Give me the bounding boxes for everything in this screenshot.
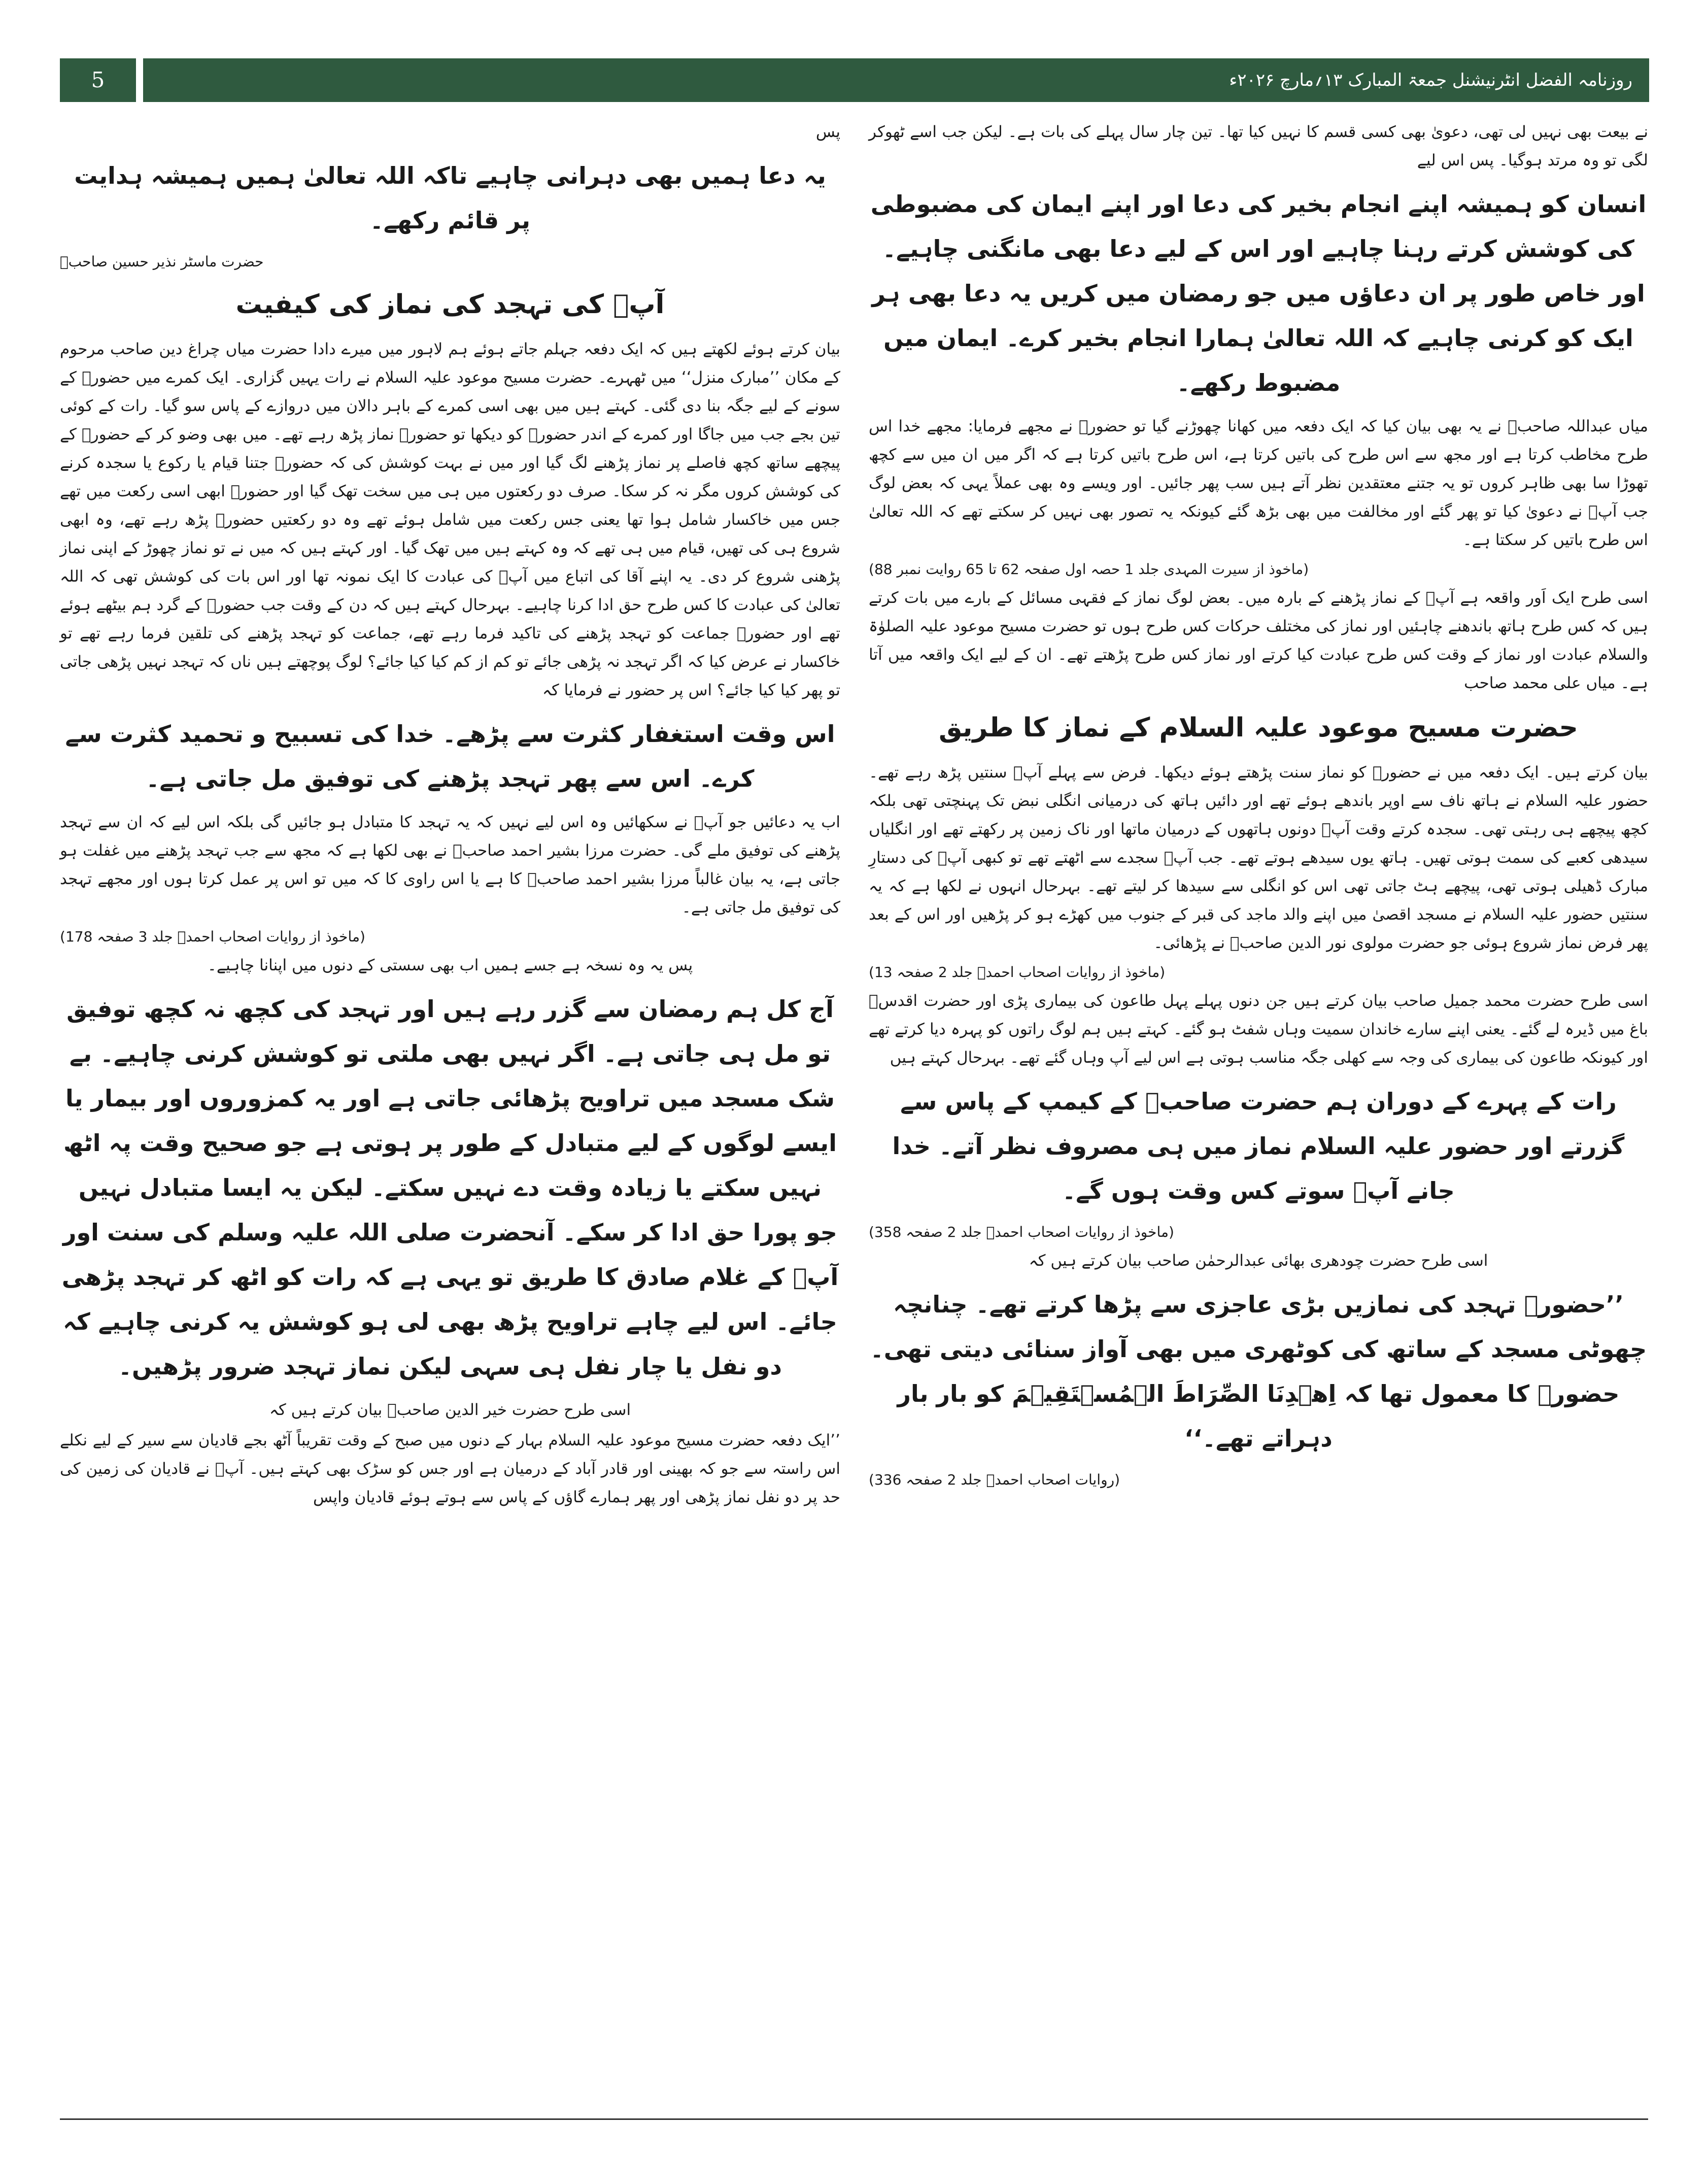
left-column: [60, 118, 840, 2110]
narrator-name: حضرت ماسٹر نذیر حسین صاحبؓ: [60, 253, 264, 270]
paragraph: اسی طرح ایک اَور واقعہ ہے آپؑ کے نماز پڑھنے کے بارہ میں۔ بعض لوگ نماز کے فقہی مسائل کے بارے میں بات کرتے ہیں کہ کس طرح ہاتھ باندھنے چاہئیں اور نماز کی مختلف حرکات کس طرح ہوں تو حضرت مسیح موعود علیہ الصلوٰۃ والسلام عبادت اور نماز کے وقت کس طرح عبادت کیا کرتے اور نماز کس طرح پڑھتے تھے۔ ان کے لیے ایک واقعہ میں آتا ہے۔ میاں علی محمد صاحب: [869, 589, 1648, 692]
paragraph: اب یہ دعائیں جو آپؑ نے سکھائیں وہ اس لیے نہیں کہ یہ تہجد کا متبادل ہو جائیں گی بلکہ اس لیے کہ ان سے تہجد پڑھنے کی توفیق ملے گی۔ حضرت مرزا بشیر احمد صاحبؓ نے بھی لکھا ہے کہ مجھ سے جب تہجد پڑھنے میں غفلت ہو جاتی ہے، یہ بیان غالباً مرزا بشیر احمد صاحبؓ کا ہے یا اس راوی کا کہ میں تو اس پر عمل کرتا ہوں اور مجھے تہجد کی توفیق مل جاتی ہے۔: [60, 813, 840, 917]
reference: (ماخوذ از روایات اصحاب احمدؑ جلد 3 صفحہ 178): [60, 928, 365, 945]
reference: (ماخوذ از روایات اصحاب احمدؑ جلد 2 صفحہ 358): [869, 1224, 1174, 1240]
page-number: 5: [91, 68, 105, 92]
paragraph: اسی طرح حضرت محمد جمیل صاحب بیان کرتے ہیں جن دنوں پہلے پہل طاعون کی بیماری پڑی اور حضرت اقدسؑ باغ میں ڈیرہ لے گئے۔ یعنی اپنے سارے خاندان سمیت وہاں شفٹ ہو گئے۔ کہتے ہیں ہم لوگ راتوں کو پہرہ دیا کرتے تھے اور کیونکہ طاعون کی بیماری کی وجہ سے کھلی جگہ مناسب ہوتی ہے اس لیے آپ وہاں گئے تھے۔ بہرحال کہتے ہیں: [869, 992, 1648, 1067]
section-heading: آپؑ کی تہجد کی نماز کی کیفیت: [235, 289, 665, 320]
paragraph: اسی طرح حضرت چودھری بھائی عبدالرحمٰن صاحب بیان کرتے ہیں کہ: [1029, 1252, 1488, 1270]
paragraph: نے بیعت بھی نہیں لی تھی، دعویٰ بھی کسی قسم کا نہیں کیا تھا۔ تین چار سال پہلے کی بات ہے۔ لیکن جب اسے ٹھوکر لگی تو وہ مرتد ہوگیا۔ پس اس لیے: [869, 123, 1648, 170]
bottom-rule: [60, 2118, 1648, 2120]
highlighted-quote: یہ دعا ہمیں بھی دہرانی چاہیے تاکہ اللہ تعالیٰ ہمیں ہمیشہ ہدایت پر قائم رکھے۔: [74, 162, 826, 234]
publication-title: روزنامہ الفضل انٹرنیشنل جمعۃ المبارک ۱۳؍مارچ ۲۰۲۶ء: [1229, 70, 1632, 90]
highlighted-quote: آج کل ہم رمضان سے گزر رہے ہیں اور تہجد کی کچھ نہ کچھ توفیق تو مل ہی جاتی ہے۔ اگر نہیں بھی ملتی تو کوشش کرنی چاہیے۔ بے شک مسجد میں تراویح پڑھائی جاتی ہے اور یہ کمزوروں اور بیمار یا ایسے لوگوں کے لیے متبادل کے طور پر ہوتی ہے جو صحیح وقت پہ اٹھ نہیں سکتے یا زیادہ وقت دے نہیں سکتے۔ لیکن یہ ایسا متبادل نہیں جو پورا حق ادا کر سکے۔ آنحضرت صلی اللہ علیہ وسلم کی سنت اور آپؑ کے غلام صادق کا طریق تو یہی ہے کہ رات کو اٹھ کر تہجد پڑھی جائے۔ اس لیے چاہے تراویح پڑھ بھی لی ہو کوشش یہ کرنی چاہیے کہ دو نفل یا چار نفل ہی سہی لیکن نماز تہجد ضرور پڑھیں۔: [61, 995, 839, 1380]
paragraph: اسی طرح حضرت خیر الدین صاحبؓ بیان کرتے ہیں کہ: [269, 1401, 631, 1419]
highlighted-quote: ’’حضورؑ تہجد کی نمازیں بڑی عاجزی سے پڑھا کرتے تھے۔ چنانچہ چھوٹی مسجد کے ساتھ کی کوٹھری میں بھی آواز سنائی دیتی تھی۔ حضورؑ کا معمول تھا کہ اِهۡدِنَا الصِّرَاطَ الۡمُسۡتَقِيۡمَ کو بار بار دہراتے تھے۔‘‘: [870, 1291, 1647, 1452]
paragraph: میاں عبداللہ صاحبؓ نے یہ بھی بیان کیا کہ ایک دفعہ میں کھانا چھوڑنے گیا تو حضورؑ نے مجھے فرمایا: مجھے خدا اس طرح مخاطب کرتا ہے اور مجھ سے اس طرح کی باتیں کرتا ہے، اس طرح باتیں کرتا ہے کہ اگر میں ان میں سے کچھ تھوڑا سا بھی ظاہر کروں تو یہ جتنے معتقدین نظر آتے ہیں سب پھر جائیں۔ اور ویسے وہ بھی عملاً یہی کہ بعض لوگ جب آپؑ نے دعویٰ کیا تو پھر گئے اور مخالفت میں بھی بڑھ گئے کیونکہ یہ تصور بھی نہیں کر سکتے تھے کہ اللہ تعالیٰ اس طرح باتیں کر سکتا ہے۔: [869, 417, 1648, 549]
reference: (ماخوذ از سیرت المہدی جلد 1 حصہ اول صفحہ 62 تا 65 روایت نمبر 88): [869, 561, 1309, 578]
reference: (ماخوذ از روایات اصحاب احمدؑ جلد 2 صفحہ 13): [869, 964, 1166, 981]
highlighted-quote: اس وقت استغفار کثرت سے پڑھے۔ خدا کی تسبیح و تحمید کثرت سے کرے۔ اس سے پھر تہجد پڑھنے کی توفیق مل جاتی ہے۔: [65, 720, 835, 792]
paragraph: ’’ایک دفعہ حضرت مسیح موعود علیہ السلام بہار کے دنوں میں صبح کے وقت تقریباً آٹھ بجے قادیان سے سیر کے لیے نکلے اس راستہ سے جو کہ بھینی اور قادر آباد کے درمیان ہے اور جس کو سڑک بھی کہتے ہیں۔ آپؑ نے قادیان کی زمین کی حد پر دو نفل نماز پڑھی اور پھر ہمارے گاؤں کے پاس سے ہوتے ہوئے قادیان واپس: [60, 1431, 840, 1506]
paragraph: بیان کرتے ہیں۔ ایک دفعہ میں نے حضورؑ کو نماز سنت پڑھتے ہوئے دیکھا۔ فرض سے پہلے آپؑ سنتیں پڑھ رہے تھے۔ حضور علیہ السلام نے ہاتھ ناف سے اوپر باندھے ہوئے تھے اور دائیں ہاتھ کی درمیانی انگلی نبض تک پہنچتی تھی بلکہ کچھ پیچھے ہی رہتی تھی۔ سجدہ کرتے وقت آپؑ دونوں ہاتھوں کے درمیان ماتھا اور ناک زمین پر رکھتے تھے اور انگلیاں سیدھی کعبے کی سمت ہوتی تھیں۔ ہاتھ یوں سیدھے ہوتے تھے۔ جب آپؑ سجدے سے اٹھتے تھے تو کبھی آپؑ کی دستارِ مبارک ڈھیلی ہوتی تھی، پیچھے ہٹ جاتی تھی اس کو انگلی سے سیدھا کر لیتے تھے۔ بہرحال انہوں نے لکھا ہے کہ یہ سنتیں حضور علیہ السلام نے مسجد اقصیٰ میں اپنے والد ماجد کی قبر کے جنوب میں کھڑے ہو کر پڑھیں اور اس کے بعد پھر فرض نماز شروع ہوئی جو حضرت مولوی نور الدین صاحبؓ نے پڑھائی۔: [869, 763, 1648, 952]
section-heading: حضرت مسیح موعود علیہ السلام کے نماز کا طریق: [939, 713, 1578, 743]
highlighted-quote: انسان کو ہمیشہ اپنے انجام بخیر کی دعا اور اپنے ایمان کی مضبوطی کی کوشش کرتے رہنا چاہیے اور اس کے لیے دعا بھی مانگنی چاہیے۔ اور خاص طور پر ان دعاؤں میں جو رمضان میں کریں یہ دعا بھی ہر ایک کو کرنی چاہیے کہ اللہ تعالیٰ ہمارا انجام بخیر کرے۔ ایمان میں مضبوط رکھے۔: [870, 190, 1647, 396]
highlighted-quote: رات کے پہرے کے دوران ہم حضرت صاحبؑ کے کیمپ کے پاس سے گزرتے اور حضور علیہ السلام نماز میں ہی مصروف نظر آتے۔ خدا جانے آپؑ سوتے کس وقت ہوں گے۔: [892, 1088, 1625, 1204]
reference: (روایات اصحاب احمدؑ جلد 2 صفحہ 336): [869, 1471, 1120, 1488]
right-column: [869, 118, 1648, 2110]
paragraph: بیان کرتے ہوئے لکھتے ہیں کہ ایک دفعہ جہلم جاتے ہوئے ہم لاہور میں میرے دادا حضرت میاں چراغ دین صاحب مرحوم کے مکان ’’مبارک منزل‘‘ میں ٹھہرے۔ حضرت مسیح موعود علیہ السلام نے رات یہیں گزاری۔ ایک کمرے میں حضورؑ کے سونے کے لیے جگہ بنا دی گئی۔ کہتے ہیں میں بھی اسی کمرے کے باہر دالان میں دروازے کے پاس سو گیا۔ رات کے کوئی تین بجے جب میں جاگا اور کمرے کے اندر حضورؑ کو دیکھا تو حضورؑ نماز پڑھ رہے تھے۔ میں بھی وضو کر کے حضورؑ کے پیچھے ساتھ کچھ فاصلے پر نماز پڑھنے لگ گیا اور میں نے بہت کوشش کی کہ حضورؑ جتنا قیام یا رکوع یا سجدہ کرنے کی کوشش کروں مگر نہ کر سکا۔ صرف دو رکعتوں میں ہی میں سخت تھک گیا اور حضورؑ ابھی اسی رکعت میں تھے جس میں خاکسار شامل ہوا تھا یعنی جس رکعت میں شامل ہوئے تھے وہ دو رکعتیں حضورؑ پڑھ رہے تھے، وہ ابھی شروع ہی کی تھیں، قیام میں ہی تھے کہ وہ کہتے ہیں میں تھک گیا۔ اور کہتے ہیں کہ میں نے تو نماز چھوڑ کے اپنی نماز پڑھنی شروع کر دی۔ یہ اپنے آقا کی اتباع میں آپؑ کی عبادت کا ایک نمونہ تھا اور اس بات کی کوشش تھی کہ اللہ تعالیٰ کی عبادت کا کس طرح حق ادا کرنا چاہیے۔ بہرحال کہتے ہیں کہ دن کے وقت جب حضورؑ کے گرد ہم بیٹھے ہوئے تھے اور حضورؑ جماعت کو تہجد پڑھنے کی تاکید فرما رہے تھے، جماعت کو تہجد پڑھنے کی تلقین فرما رہے تھے تو خاکسار نے عرض کیا کہ اگر تہجد نہ پڑھی جائے تو کم از کم کیا کیا جائے؟ لوگ پوچھتے ہیں ناں کہ تہجد نہیں پڑھی جاتی تو پھر کیا کیا جائے؟ اس پر حضور نے فرمایا کہ: [60, 340, 840, 699]
paragraph: پس: [815, 123, 840, 141]
paragraph: پس یہ وہ نسخہ ہے جسے ہمیں اب بھی سستی کے دنوں میں اپنانا چاہیے۔: [207, 956, 693, 974]
